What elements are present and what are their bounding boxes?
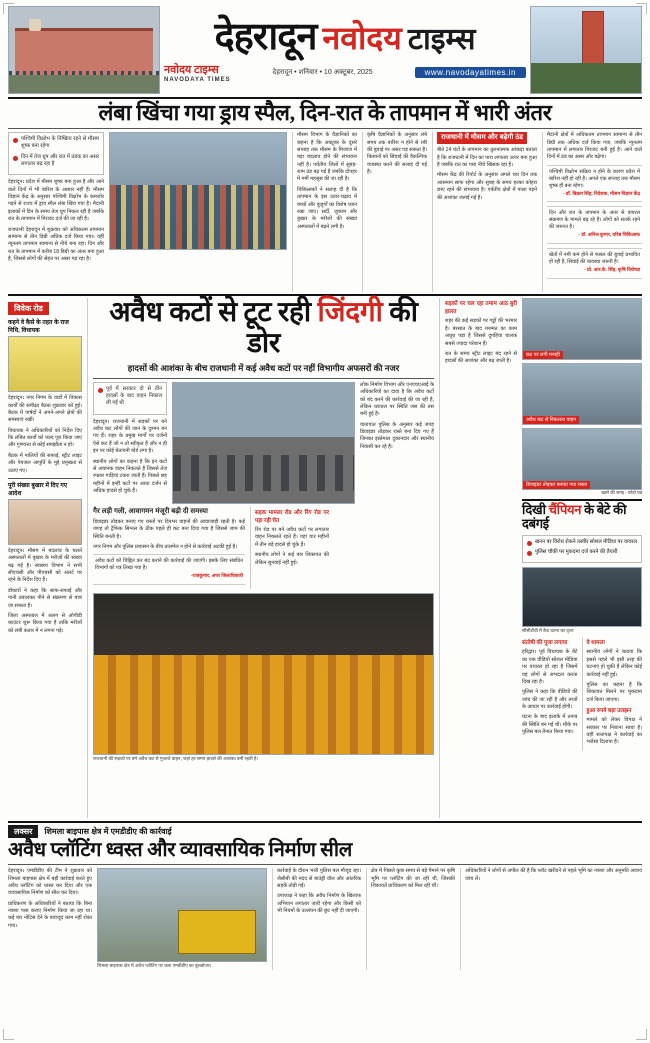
main-mid-headline: गैर लड़ी गली, आवागमन मंजूरी बढ़ी दी समस्या bbox=[93, 507, 208, 515]
main-headline-highlight: जिंदगी bbox=[317, 297, 383, 329]
main-col-2 bbox=[360, 382, 434, 504]
right-photo-1-caption: कट पर लगी मनाही bbox=[523, 351, 563, 359]
main-quote-text: अवैध कटों को चिह्नित कर बंद कराने की कार्रवाई की जाएगी। इसके लिए संबंधित विभागों को पत्र लिखा गया है। bbox=[95, 558, 243, 572]
masthead-brand-dark: टाइम्स bbox=[407, 22, 476, 56]
lead-quote-1-text: दिन और रात के तापमान के अंतर से वायरल संक्रमण के मामले बढ़ रहे हैं। लोगों को सतर्क रहने की जरूरत है। bbox=[549, 210, 640, 231]
bottom-tag[interactable]: लक्सर bbox=[8, 825, 38, 838]
right-rail-headline-highlight: चैंपियन bbox=[548, 502, 582, 518]
lead-quote-1-author: - डॉ. अनिल कुमार, वरिष्ठ चिकित्सक bbox=[578, 233, 640, 239]
right-rail-sub-head: संतोषी की पूजा लगाया bbox=[522, 640, 568, 647]
bottom-body-1: प्राधिकरण के अधिकारियों ने बताया कि बिना नक्शा पास कराए निर्माण किया जा रहा था। कई बार नोटिस देने के बावजूद काम नहीं रोका गया। bbox=[8, 900, 92, 929]
main-bullets bbox=[93, 382, 167, 415]
main-top-row bbox=[93, 382, 434, 504]
masthead-photo-left bbox=[8, 6, 160, 94]
right-rail-headline-p1: दिखी bbox=[522, 502, 549, 518]
right-rail-bullet-0: खनन पर विरोध रोकने तस्वीर सोशल मीडिया पर वायरल bbox=[535, 538, 637, 545]
right-photo-2 bbox=[522, 363, 642, 425]
bullet-dot-icon bbox=[98, 388, 103, 393]
bottom-photo-wrap bbox=[97, 868, 267, 970]
masthead-city: देहरादून bbox=[214, 15, 317, 58]
main-mid-col bbox=[93, 507, 245, 589]
masthead-logo bbox=[164, 62, 231, 83]
main-side-head-1: सड़क मामला रोड और रिंग रोड पर पड़ा रही चेत bbox=[255, 509, 329, 524]
lead-bullet-1: दिन में तेज धूप और रात में ठंडक का असर लगातार बढ़ रहा है bbox=[21, 153, 99, 168]
main-side-head-2: सड़कों पर चल रहा तमाम आठ बुरी हालत bbox=[445, 301, 517, 316]
bottom-body-0: देहरादून। एमडीडीए की टीम ने शुक्रवार को शिमला बाइपास क्षेत्र में बड़ी कार्रवाई करते हुए अवैध प्लॉटिंग को ध्वस्त कर दिया और एक व्यावसायिक निर्माण को सील कर दिया। bbox=[8, 868, 92, 897]
right-rail-body bbox=[522, 637, 578, 749]
bottom-body-5: अधिकारियों ने लोगों से अपील की है कि प्लॉट खरीदने से पहले भूमि का नक्शा और अनुमति अवश्य जांच लें। bbox=[465, 868, 642, 882]
lead-quotes bbox=[542, 132, 642, 292]
main-side-body-2-1: रात के समय स्ट्रीट लाइट बंद रहने से हादसों की आशंका और बढ़ जाती है। bbox=[445, 350, 517, 365]
main-mid-body-0: डिवाइडर तोड़कर बनाए गए रास्तों पर दिनभर वाहनों की आवाजाही रहती है। कई जगह तो ट्रैफिक सिग्नल के ठीक पहले ही कट बना दिया गया है जिससे जाम की स्थिति बनती है। bbox=[93, 518, 245, 540]
lead-quote-2 bbox=[547, 248, 642, 279]
right-photo-2-caption: अवैध कट से निकलता वाहन bbox=[523, 416, 579, 424]
left-rail-headline-2: पूरी संख्या बुखार में दिए गए आदेश bbox=[8, 482, 68, 497]
right-rail-bullet-1: पुलिस चौकी पर मुकदमा दर्ज करने की तैयारी bbox=[535, 549, 618, 556]
lead-bullets bbox=[8, 132, 104, 175]
left-rail-body bbox=[8, 395, 82, 475]
main-body-3: यातायात पुलिस के अनुसार कई जगह डिवाइडर तोड़कर रास्ते बना दिए गए हैं जिनका इस्तेमाल दुकानदार और स्थानीय निवासी कर रहे हैं। bbox=[360, 421, 434, 450]
main-side-body-1-1: स्थानीय लोगों ने कई बार शिकायत की लेकिन सुनवाई नहीं हुई। bbox=[255, 552, 329, 566]
masthead-rule bbox=[8, 97, 642, 99]
main-bullet-0: पूर्व में सरकार दो से तीन हादसों के बाद वाहन निकाल ली गई थी bbox=[106, 385, 162, 407]
right-rail-box2-body-1: पुलिस का कहना है कि शिकायत मिलने पर मुकदमा दर्ज किया जाएगा। bbox=[586, 681, 642, 703]
bottom-photo bbox=[97, 868, 267, 962]
right-rail-box2-body-0: स्थानीय लोगों ने बताया कि इससे पहले भी इसी तरह की घटनाएं हो चुकी हैं लेकिन कोई कार्रवाई नहीं हुई। bbox=[586, 649, 642, 678]
masthead-dateline: देहरादून • शनिवार • 10 अक्टूबर, 2025 bbox=[272, 68, 373, 76]
dance-photo-wrap bbox=[93, 593, 434, 763]
right-rail-body-1: पुलिस ने कहा कि वीडियो की जांच की जा रही है और तथ्यों के आधार पर कार्रवाई होगी। bbox=[522, 689, 578, 711]
left-rail-photo-2 bbox=[8, 499, 82, 545]
right-photo-3 bbox=[522, 428, 642, 490]
center-right-col bbox=[445, 298, 517, 818]
left-rail-headline: कहने वे कैसे के तहत के राज निधि, विधायक bbox=[8, 320, 69, 335]
lead-sidebar-body-0: बीते 24 घंटों के तापमान का तुलनात्मक आंकड़ा बताता है कि राजधानी में दिन का पारा लगातार ऊपर बना हुआ है जबकि रात का पारा नीचे खिसक रहा है। bbox=[437, 147, 537, 169]
center-rail bbox=[87, 298, 440, 818]
lead-sidebar-title: राजधानी में मौसम और बढ़ेगी ठंड bbox=[437, 132, 527, 144]
masthead-brand-red: नवोदय bbox=[322, 19, 402, 56]
bottom-body-3: उपाध्यक्ष ने कहा कि अवैध निर्माण के खिलाफ अभियान लगातार जारी रहेगा और किसी को भी नियमों के उल्लंघन की छूट नहीं दी जाएगी। bbox=[277, 893, 361, 915]
main-quote-author: -राजकुमार, अपर जिलाधिकारी bbox=[190, 574, 243, 580]
main-body-1: स्थानीय लोगों का कहना है कि इन कटों से अचानक वाहन निकलते हैं जिससे तेज रफ्तार गाड़ियां टकरा जाती हैं। पिछले छह महीनों में इन्हीं कटों पर आधा दर्जन से अधिक हादसे हो चुके हैं। bbox=[93, 458, 167, 494]
main-headline bbox=[93, 298, 434, 360]
left-rail-photo-1 bbox=[8, 336, 82, 392]
right-rail-body-0: हरिद्वार। पूर्व विधायक के बेटे का एक वीडियो सोशल मीडिया पर वायरल हो रहा है जिसमें वह लोगों से अभद्रता करता दिख रहा है। bbox=[522, 649, 578, 685]
lead-body-3: चिकित्सकों ने सलाह दी है कि तापमान के इस उतार-चढ़ाव में बच्चों और बुजुर्गों का विशेष ध्यान रखा जाए। सर्दी, जुकाम और बुखार के मरीजों की संख्या अस्पतालों में बढ़ने लगी है। bbox=[297, 186, 357, 230]
bullet-dot-icon bbox=[13, 138, 18, 143]
bullet-dot-icon bbox=[13, 156, 18, 161]
main-body-0: देहरादून। राजधानी में सड़कों पर बने अवैध कट लोगों की जान के दुश्मन बन गए हैं। शहर के प्रमुख मार्गों पर दर्जनों ऐसे कट हैं जो न तो स्वीकृत हैं और न ही इन पर कोई चेतावनी बोर्ड लगा है। bbox=[93, 418, 167, 455]
lead-body-1: राजधानी देहरादून में शुक्रवार को अधिकतम तापमान सामान्य से तीन डिग्री अधिक दर्ज किया गया। वहीं न्यूनतम तापमान सामान्य से नीचे बना रहा। दिन और रात के तापमान में करीब 18 डिग्री का अंतर बना हुआ है, जिससे लोगों की सेहत पर असर पड़ रहा है। bbox=[8, 226, 104, 263]
lead-quote-2-text: खेतों में नमी कम होने से फसल की बुवाई प्रभावित हो रही है, सिंचाई की व्यवस्था जरूरी है। bbox=[549, 252, 640, 266]
masthead-website[interactable]: www.navodayatimes.in bbox=[415, 67, 526, 78]
lead-sidebar-body-1: मौसम केंद्र की रिपोर्ट के अनुसार अगले चार दिन तक आसमान साफ रहेगा और सुबह के समय हल्का कोहरा छाए रहने की संभावना है। पर्वतीय क्षेत्रों में पाला पड़ने की आशंका जताई गई है। bbox=[437, 172, 537, 201]
main-photo-wrap bbox=[172, 382, 355, 504]
main-side-col-1 bbox=[250, 507, 329, 589]
dance-photo-caption: राजधानी की सड़कों पर बने अवैध कट से गुजरते वाहन, जहां हर समय हादसे की आशंका बनी रहती है। bbox=[93, 756, 259, 762]
bottom-col-4 bbox=[460, 868, 642, 970]
bullet-dot-icon bbox=[527, 541, 532, 546]
right-rail-box3-body-0: मामले को लेकर विपक्ष ने सरकार पर निशाना साधा है। वहीं सत्तापक्ष ने कार्रवाई का भरोसा दिलाया है। bbox=[586, 717, 642, 746]
right-rail-box3-head: हुआ रुपये बड़ा उलझन bbox=[586, 708, 632, 715]
main-side-col-2 bbox=[445, 300, 517, 365]
masthead-subbar bbox=[164, 62, 526, 83]
lead-photo bbox=[109, 132, 287, 250]
left-rail-body-1: विधायक ने अधिकारियों को निर्देश दिए कि लंबित कार्यों को जल्द पूरा किया जाए और गुणवत्ता से कोई समझौता न हो। bbox=[8, 427, 82, 449]
lead-bottom-rule bbox=[8, 294, 642, 296]
lead-quote-0 bbox=[547, 165, 642, 203]
lead-body-2: मौसम विभाग के वैज्ञानिकों का कहना है कि अक्टूबर के दूसरे सप्ताह तक मौसम के मिजाज में बड़ा बदलाव होने की संभावना नहीं है। पर्वतीय जिलों में सुबह-शाम ठंड बढ़ गई है जबकि दोपहर में गर्मी महसूस की जा रही है। bbox=[297, 132, 357, 183]
crop-mark-bottom-left bbox=[3, 1029, 14, 1040]
main-mid-row bbox=[93, 507, 434, 589]
lead-quote-2-author: - प्रो. आर.के. सिंह, कृषि विशेषज्ञ bbox=[584, 268, 640, 274]
lead-bullet-0: पश्चिमी विक्षोभ के निष्क्रिय रहने से मौसम शुष्क बना रहेगा bbox=[21, 136, 99, 150]
bottom-headline: अवैध प्लॉटिंग ध्वस्त और व्यावसायिक निर्माण सील bbox=[8, 839, 352, 862]
main-side-body-1-0: रिंग रोड पर बने अवैध कटों पर लगातार वाहन निकलते रहते हैं। यहां चार महीनों में तीन बड़े हादसे हो चुके हैं। bbox=[255, 527, 329, 548]
left-rail bbox=[8, 298, 82, 818]
main-col-1 bbox=[93, 382, 167, 504]
main-quote bbox=[93, 554, 245, 585]
masthead bbox=[8, 6, 642, 94]
bullet-dot-icon bbox=[527, 551, 532, 556]
masthead-center bbox=[164, 6, 526, 94]
lead-rule bbox=[8, 128, 642, 129]
lead-section bbox=[8, 132, 642, 292]
bottom-body-4: क्षेत्र में पिछले कुछ समय से बड़े पैमाने पर कृषि भूमि पर प्लॉटिंग की जा रही थी, जिसकी शिकायतें प्राधिकरण को मिल रही थीं। bbox=[371, 868, 455, 889]
left-rail-tag[interactable]: विवेक रोड bbox=[8, 302, 49, 315]
bottom-col-1 bbox=[8, 868, 92, 970]
lead-col-2 bbox=[292, 132, 357, 292]
left-rail-body2-2: जिला अस्पताल में अलग से ओपीडी काउंटर शुरू किया गया है ताकि मरीजों को लंबी कतार में न लगना पड़े। bbox=[8, 612, 82, 634]
right-rail-bullets bbox=[522, 535, 642, 564]
right-rail-sub-body-0: घटना के बाद इलाके में तनाव की स्थिति बन गई थी। मौके पर पुलिस बल तैनात किया गया। bbox=[522, 714, 578, 736]
main-body-2: लोक निर्माण विभाग और एनएचएआई के अधिकारियों का दावा है कि अवैध कटों को बंद करने की कार्रवाई की जा रही है, लेकिन धरातल पर स्थिति जस की तस बनी हुई है। bbox=[360, 381, 434, 418]
lead-photo-wrap bbox=[109, 132, 287, 292]
bottom-kicker: शिमला बाइपास क्षेत्र में एमडीडीए की कार्रवाई bbox=[44, 827, 172, 837]
right-rail-photo bbox=[522, 567, 642, 627]
right-photo-strip-caption: खतरे की जगह - फोटो पत्र bbox=[601, 490, 642, 496]
crop-mark-bottom-right bbox=[636, 1029, 647, 1040]
main-side-body-2-0: शहर की कई सड़कों पर गड्ढों की भरमार है। बरसात के बाद मरम्मत का काम अधूरा पड़ा है जिससे दुपहिया चालक सबसे ज्यादा परेशान हैं। bbox=[445, 318, 517, 347]
main-headline-part1: अवैध कटों से टूट रही bbox=[109, 297, 318, 329]
left-rail-body-2-wrap bbox=[8, 548, 82, 635]
body-section bbox=[8, 298, 642, 818]
masthead-logo-hindi: नवोदय टाइम्स bbox=[164, 63, 219, 76]
bottom-col-2 bbox=[272, 868, 361, 970]
lead-col-1 bbox=[8, 132, 104, 292]
lead-quote-0-text: पश्चिमी विक्षोभ सक्रिय न होने के कारण प्रदेश में बारिश नहीं हो रही है। अगले एक सप्ताह तक मौसम शुष्क ही बना रहेगा। bbox=[549, 168, 640, 189]
main-headline-part2: की डोर bbox=[246, 297, 418, 359]
bottom-kicker-row bbox=[8, 825, 642, 838]
lead-body-4: कृषि वैज्ञानिकों के अनुसार लंबे समय तक बारिश न होने से रबी की बुवाई पर असर पड़ सकता है। किसानों को सिंचाई की वैकल्पिक व्यवस्था करने की सलाह दी गई है। bbox=[367, 132, 427, 176]
lead-quote-0-author: - डॉ. बिक्रम सिंह, निदेशक, मौसम विज्ञान केंद्र bbox=[562, 191, 640, 197]
right-photo-3-caption: डिवाइडर तोड़कर बनाया गया रास्ता bbox=[523, 481, 590, 489]
bottom-rule-top bbox=[8, 821, 642, 823]
right-rail-headline-p2: के बेटे की दबंगई bbox=[522, 502, 627, 532]
main-subhead: हादसों की आशंका के बीच राजधानी में कई अवैध कटों पर नहीं विभागीय अफसरों की नजर bbox=[127, 362, 400, 373]
bottom-body-row bbox=[8, 868, 642, 970]
lead-quote-1 bbox=[547, 206, 642, 244]
right-rail-box2-head: वे थामला bbox=[586, 640, 605, 647]
lead-body-0: देहरादून। प्रदेश में मौसम शुष्क बना हुआ है और आने वाले दिनों में भी बारिश के आसार नहीं हैं। मौसम विज्ञान केंद्र के अनुसार पश्चिमी विक्षोभ के कमजोर पड़ने से राज्य में ड्राय स्पैल लंबा खिंच गया है। मैदानी इलाकों में दिन के समय तेज धूप निकल रही है जबकि रात के तापमान में गिरावट दर्ज की जा रही है। bbox=[8, 179, 104, 223]
right-rail-box2 bbox=[582, 637, 643, 749]
dance-photo bbox=[93, 593, 434, 755]
right-photo-1 bbox=[522, 298, 642, 360]
lead-right-note: मैदानी क्षेत्रों में अधिकतम तापमान सामान्य से तीन डिग्री तक अधिक दर्ज किया गया, जबकि न्यूनतम तापमान में लगातार गिरावट बनी हुई है। आने वाले दिनों में ठंड का असर और बढ़ेगा। bbox=[547, 132, 642, 161]
masthead-photo-right bbox=[530, 6, 642, 94]
left-rail-body2-0: देहरादून। मौसम में बदलाव के चलते अस्पतालों में बुखार के मरीजों की संख्या बढ़ गई है। स्वास्थ्य विभाग ने सभी सीएचसी और पीएचसी को अलर्ट पर रहने के निर्देश दिए हैं। bbox=[8, 547, 82, 584]
left-rail-body-0: देहरादून। नगर निगम के वार्डों में विकास कार्यों की समीक्षा बैठक शुक्रवार को हुई। बैठक में पार्षदों ने अपने-अपने क्षेत्रों की समस्याएं रखीं। bbox=[8, 395, 82, 424]
masthead-logo-english: NAVODAYA TIMES bbox=[164, 76, 231, 83]
right-rail bbox=[522, 298, 642, 818]
bottom-col-3 bbox=[366, 868, 455, 970]
lead-col-3 bbox=[362, 132, 427, 292]
main-photo-primary bbox=[172, 382, 355, 504]
right-rail-headline bbox=[522, 503, 642, 532]
bottom-body-2: कार्रवाई के दौरान भारी पुलिस बल मौजूद रहा। जेसीबी की मदद से बाउंड्री वॉल और आंतरिक सड़कें तोड़ी गईं। bbox=[277, 868, 361, 889]
main-mid-body-1: नगर निगम और पुलिस प्रशासन के बीच तालमेल न होने से कार्रवाई अटकी हुई है। bbox=[93, 544, 238, 551]
masthead-title bbox=[214, 15, 476, 58]
lead-sidebar-box bbox=[432, 132, 537, 292]
left-rail-body2-1: डॉक्टरों ने कहा कि साफ-सफाई और पानी उबालकर पीने से संक्रमण से बचा जा सकता है। bbox=[8, 587, 82, 609]
lead-headline: लंबा खिंचा गया ड्राय स्पैल, दिन-रात के तापमान में भारी अंतर bbox=[98, 100, 552, 125]
bottom-photo-caption: शिमला बाइपास क्षेत्र में अवैध प्लॉटिंग पर चला एमडीडीए का बुलडोजर। bbox=[97, 963, 212, 969]
right-rail-photo-caption: सीसीटीवी में कैद घटना का दृश्य bbox=[522, 628, 574, 634]
left-rail-body-2: बैठक में नालियों की सफाई, स्ट्रीट लाइट और पेयजल आपूर्ति के मुद्दे प्रमुखता से उठाए गए। bbox=[8, 452, 82, 474]
